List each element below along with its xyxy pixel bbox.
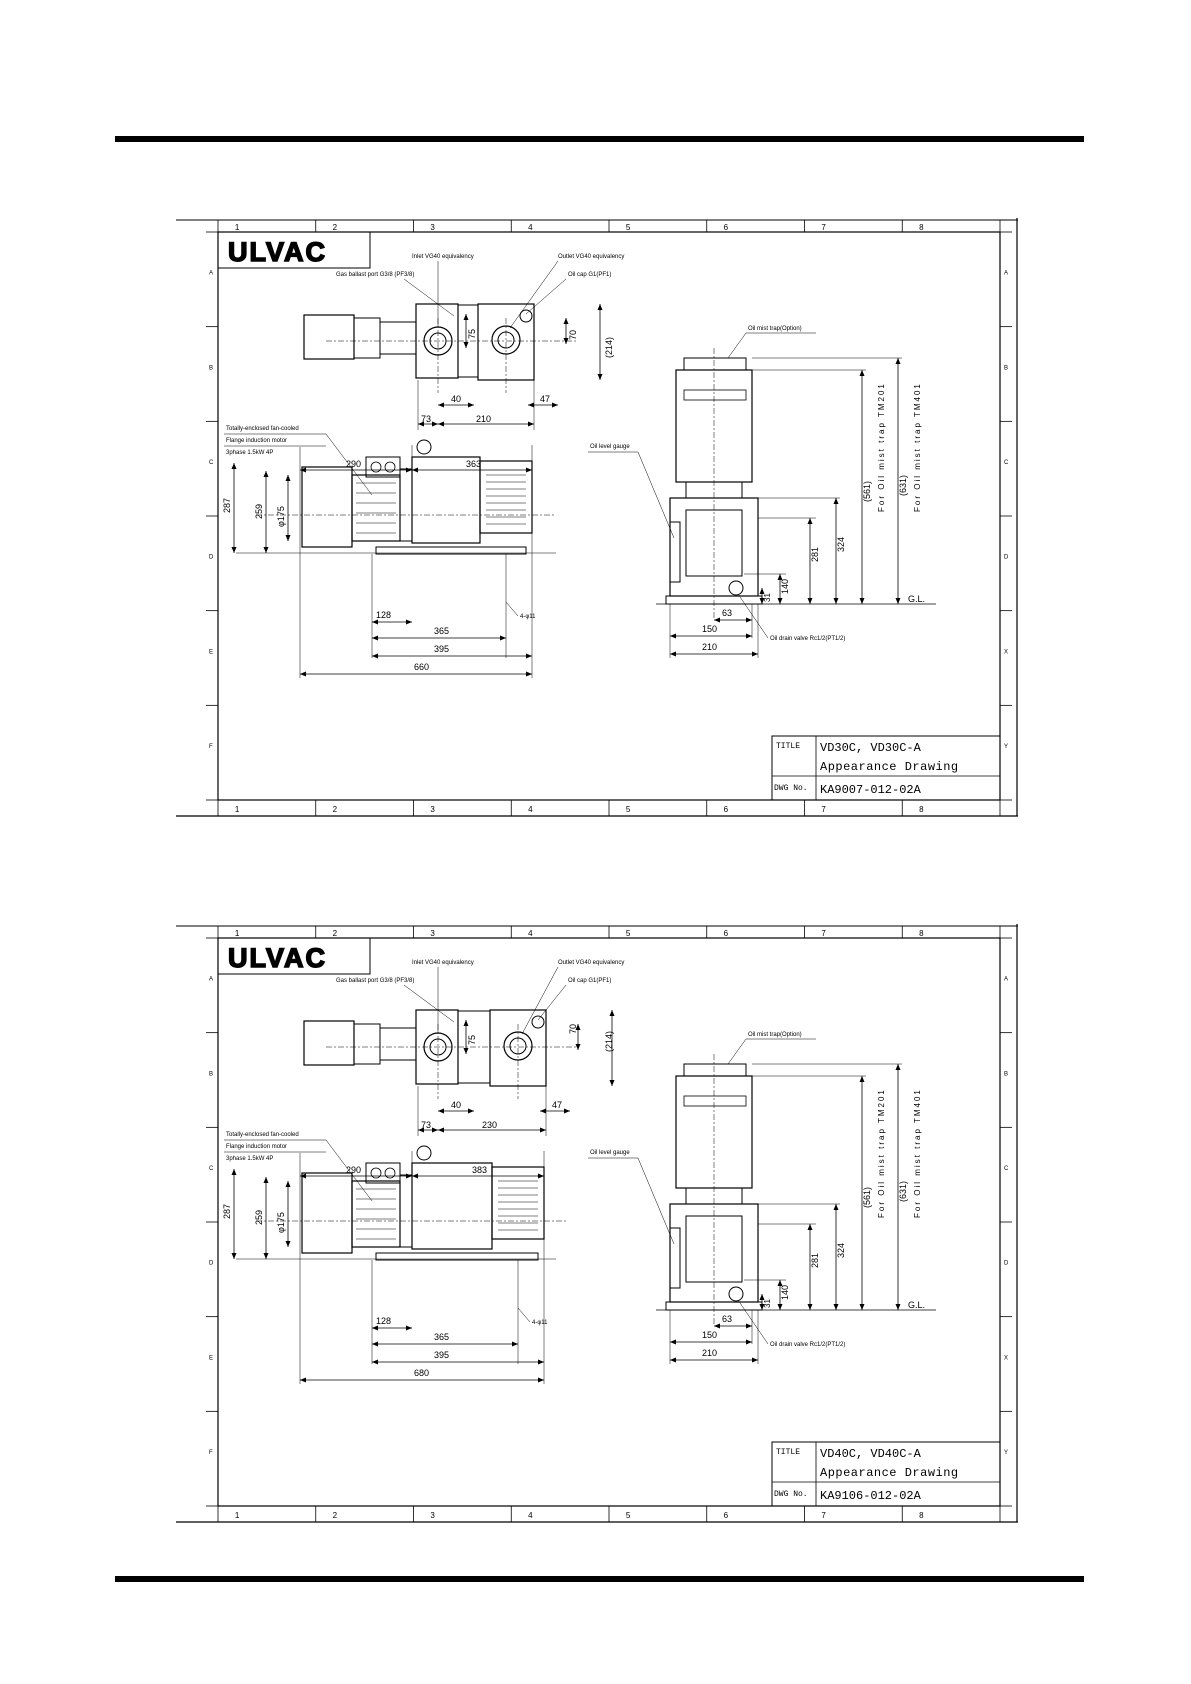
zone-row-label-left: B <box>209 365 214 372</box>
dim-63-label: 63 <box>722 1314 733 1324</box>
dim-150-arrow <box>746 1340 752 1345</box>
dim-214-arrow <box>598 374 603 380</box>
zone-col-label-top: 2 <box>332 223 338 232</box>
dim-hole-label: 4-φ11 <box>532 1320 548 1326</box>
dim-140-label: 140 <box>780 578 790 594</box>
zone-row-label-left: F <box>209 1449 213 1456</box>
dim-281-label: 281 <box>810 1252 820 1268</box>
dim-total-arrow <box>526 672 532 677</box>
dim-75-arrow <box>464 342 469 348</box>
lifting-eye <box>417 1146 431 1160</box>
dim-40-arrow <box>468 403 474 408</box>
zone-row-label-right: X <box>1004 649 1009 656</box>
dim-281-arrow <box>808 518 813 524</box>
dim-63-arrow <box>746 618 752 623</box>
drawing-svg <box>176 218 1018 818</box>
dim-561-arrow <box>860 370 865 376</box>
dim-47-label: 47 <box>540 394 551 404</box>
dim-side-210-arrow <box>670 652 676 657</box>
zone-col-label-bottom: 7 <box>821 1511 826 1520</box>
dim-214-label: (214) <box>604 1030 614 1052</box>
callout-gas-ballast: Gas ballast port G3/8 (PF3/8) <box>336 978 415 984</box>
dim-214-label: (214) <box>604 336 614 358</box>
dim-128-label: 128 <box>376 610 392 620</box>
dim-47-arrow <box>552 403 558 408</box>
dim-75-arrow <box>464 314 469 320</box>
dim-front-width-arrow <box>412 468 418 473</box>
callout-outlet: Outlet VG40 equivalency <box>558 960 625 966</box>
dim-287-label: 287 <box>222 1203 232 1219</box>
dim-631-label: (631) <box>898 1180 908 1202</box>
bottom-rule <box>115 1576 1084 1582</box>
dim-side-210-arrow <box>670 1358 676 1363</box>
dim-70-arrow <box>576 1044 581 1050</box>
dim-365-label: 365 <box>434 1332 450 1342</box>
top-motor-fan <box>304 315 354 359</box>
dim-63-arrow <box>714 618 720 623</box>
zone-row-label-left: F <box>209 743 213 750</box>
front-motor-body <box>352 475 400 541</box>
dim-31-label: 31 <box>763 1299 772 1308</box>
dim-631-arrow <box>896 1304 901 1310</box>
dim-561-arrow <box>860 1304 865 1310</box>
title-model: VD30C, VD30C-A <box>820 741 921 755</box>
callout-tm201: For Oil mist trap TM201 <box>877 1088 886 1218</box>
zone-row-label-right: A <box>1004 270 1009 277</box>
dim-210-label: 230 <box>482 1120 498 1130</box>
dim-281-arrow <box>808 598 813 604</box>
dim-395-arrow <box>538 1360 544 1365</box>
top-view <box>304 960 624 1136</box>
front-pump-end <box>492 1167 544 1239</box>
zone-row-label-right: A <box>1004 976 1009 983</box>
zone-col-label-top: 2 <box>332 929 338 938</box>
dwg-number: KA9106-012-02A <box>820 1489 921 1503</box>
dim-259-arrow <box>264 547 269 553</box>
top-motor-fan <box>304 1021 354 1065</box>
zone-row-label-left: B <box>209 1071 214 1078</box>
dwg-number: KA9007-012-02A <box>820 783 921 797</box>
dim-324-label: 324 <box>836 536 846 552</box>
dim-281-arrow <box>808 1304 813 1310</box>
dim-210-arrow <box>540 1128 546 1133</box>
zone-col-label-top: 5 <box>625 223 631 232</box>
leader <box>538 985 566 1020</box>
dim-395-arrow <box>372 654 378 659</box>
dim-259-arrow <box>264 1253 269 1259</box>
inner-frame <box>218 938 1000 1506</box>
zone-col-label-bottom: 6 <box>723 1511 729 1520</box>
callout-inlet: Inlet VG40 equivalency <box>412 254 474 260</box>
zone-col-label-bottom: 5 <box>625 805 631 814</box>
dim-214-arrow <box>598 304 603 310</box>
dim-total-arrow <box>300 672 306 677</box>
dim-75-label: 75 <box>467 1034 477 1045</box>
dim-40-arrow <box>438 1109 444 1114</box>
callout-tm201: For Oil mist trap TM201 <box>877 382 886 512</box>
zone-col-label-top: 5 <box>625 929 631 938</box>
dim-140-arrow <box>778 1304 783 1310</box>
dim-phi175-arrow <box>286 1241 291 1247</box>
oil-cap-top <box>532 1016 544 1028</box>
zone-col-label-top: 4 <box>528 929 533 938</box>
dim-290-arrow <box>300 1174 306 1179</box>
callout-motor-3: 3phase 1.5kW 4P <box>226 1156 274 1162</box>
zone-row-label-right: C <box>1004 459 1009 466</box>
dim-324-arrow <box>834 1304 839 1310</box>
callout-motor-3: 3phase 1.5kW 4P <box>226 450 274 456</box>
dim-70-label: 70 <box>568 1023 578 1034</box>
dim-40-arrow <box>438 403 444 408</box>
dim-63-label: 63 <box>722 608 733 618</box>
zone-col-label-top: 7 <box>821 929 826 938</box>
callout-oil-cap: Oil cap G1(PF1) <box>568 272 612 278</box>
callout-tm401: For Oil mist trap TM401 <box>913 1088 922 1218</box>
zone-col-label-bottom: 4 <box>528 805 533 814</box>
dim-70-label: 70 <box>568 329 578 340</box>
dim-front-width-arrow <box>412 1174 418 1179</box>
zone-col-label-bottom: 3 <box>430 805 435 814</box>
dim-395-arrow <box>372 1360 378 1365</box>
dim-75-arrow <box>464 1048 469 1054</box>
dim-287-arrow <box>232 547 237 553</box>
leader <box>638 1158 674 1244</box>
zone-col-label-top: 8 <box>919 929 924 938</box>
drawing-svg <box>176 924 1018 1524</box>
side-view <box>588 326 936 658</box>
dim-front-width-label: 363 <box>466 459 482 469</box>
dim-210-arrow <box>528 422 534 427</box>
zone-row-label-left: E <box>209 1355 214 1362</box>
callout-mist-trap: Oil mist trap(Option) <box>748 326 802 332</box>
dim-front-width-arrow <box>526 468 532 473</box>
dim-47-arrow <box>564 1109 570 1114</box>
leader <box>728 333 746 358</box>
dim-365-arrow <box>372 636 378 641</box>
dim-70-arrow <box>564 318 569 324</box>
callout-tm401: For Oil mist trap TM401 <box>913 382 922 512</box>
top-motor-body <box>354 318 380 358</box>
top-rule <box>115 136 1084 142</box>
dim-47-label: 47 <box>552 1100 563 1110</box>
mist-trap-band <box>684 1096 746 1106</box>
dim-324-arrow <box>834 498 839 504</box>
dim-395-arrow <box>526 654 532 659</box>
zone-col-label-top: 7 <box>821 223 826 232</box>
dim-287-arrow <box>232 463 237 469</box>
callout-inlet: Inlet VG40 equivalency <box>412 960 474 966</box>
dim-259-label: 259 <box>254 503 264 519</box>
callout-outlet: Outlet VG40 equivalency <box>558 254 625 260</box>
title-description: Appearance Drawing <box>820 760 959 774</box>
dim-259-label: 259 <box>254 1209 264 1225</box>
dim-150-arrow <box>670 634 676 639</box>
top-view <box>304 254 624 430</box>
dim-47-arrow <box>528 403 534 408</box>
dim-210-arrow <box>438 1128 444 1133</box>
mist-trap-band <box>684 390 746 400</box>
ulvac-logo: ULVAC <box>228 237 327 267</box>
side-view <box>588 1032 936 1364</box>
ground-level-label: G.L. <box>908 1300 926 1310</box>
zone-col-label-top: 4 <box>528 223 533 232</box>
dim-214-arrow <box>610 1010 615 1016</box>
zone-row-label-right: X <box>1004 1355 1009 1362</box>
zone-col-label-bottom: 3 <box>430 1511 435 1520</box>
zone-col-label-bottom: 1 <box>234 1511 240 1520</box>
dim-365-label: 365 <box>434 626 450 636</box>
dim-324-label: 324 <box>836 1242 846 1258</box>
callout-motor-2: Flange induction motor <box>226 1144 288 1150</box>
dim-214-arrow <box>610 1080 615 1086</box>
ulvac-logo: ULVAC <box>228 943 327 973</box>
callout-oil-drain: Oil drain valve Rc1/2(PT1/2) <box>770 636 846 642</box>
zone-col-label-top: 8 <box>919 223 924 232</box>
dim-128-arrow <box>372 620 378 625</box>
dim-210-arrow <box>438 422 444 427</box>
drawing-sheet-2 <box>176 924 1018 1524</box>
dim-287-label: 287 <box>222 497 232 513</box>
title-model: VD40C, VD40C-A <box>820 1447 921 1461</box>
dim-631-arrow <box>896 358 901 364</box>
oil-level-gauge <box>670 522 680 582</box>
dim-side-210-label: 210 <box>702 642 718 652</box>
dim-73-arrow <box>432 422 438 427</box>
dim-phi175-arrow <box>286 1181 291 1187</box>
dim-73-arrow <box>432 1128 438 1133</box>
zone-col-label-bottom: 6 <box>723 805 729 814</box>
terminal-knob <box>385 1168 395 1178</box>
dim-281-arrow <box>808 1224 813 1230</box>
callout-motor-1: Totally-enclosed fan-cooled <box>226 1132 299 1138</box>
dwg-label: DWG No. <box>774 784 808 793</box>
dim-128-arrow <box>406 620 412 625</box>
dim-259-arrow <box>264 471 269 477</box>
dim-281-label: 281 <box>810 546 820 562</box>
oil-drain-valve <box>729 1287 743 1301</box>
leader <box>404 985 454 1022</box>
callout-motor-1: Totally-enclosed fan-cooled <box>226 426 299 432</box>
mist-trap-cap <box>684 358 746 370</box>
top-coupling <box>380 1028 416 1060</box>
zone-col-label-top: 3 <box>430 929 435 938</box>
dim-561-label: (561) <box>862 1186 872 1208</box>
dim-287-arrow <box>232 1169 237 1175</box>
dim-total-arrow <box>538 1378 544 1383</box>
zone-row-label-left: A <box>209 270 214 277</box>
dim-365-arrow <box>372 1342 378 1347</box>
dim-150-arrow <box>670 1340 676 1345</box>
zone-row-label-right: B <box>1004 1071 1009 1078</box>
zone-col-label-bottom: 8 <box>919 805 924 814</box>
zone-col-label-top: 1 <box>234 929 240 938</box>
dim-365-arrow <box>512 1342 518 1347</box>
leader <box>518 1308 530 1322</box>
ground-level-label: G.L. <box>908 594 926 604</box>
zone-col-label-top: 6 <box>723 929 729 938</box>
dim-phi175-label: φ175 <box>276 1212 286 1233</box>
zone-col-label-top: 6 <box>723 223 729 232</box>
zone-col-label-bottom: 1 <box>234 805 240 814</box>
zone-row-label-right: Y <box>1004 1449 1009 1456</box>
dim-290-label: 290 <box>346 459 362 469</box>
terminal-knob <box>371 1168 381 1178</box>
front-motor-fan <box>302 1173 352 1253</box>
dim-phi175-arrow <box>286 535 291 541</box>
zone-row-label-right: Y <box>1004 743 1009 750</box>
mist-trap-cap <box>684 1064 746 1076</box>
callout-oil-cap: Oil cap G1(PF1) <box>568 978 612 984</box>
dim-front-width-arrow <box>538 1174 544 1179</box>
callout-oil-drain: Oil drain valve Rc1/2(PT1/2) <box>770 1342 846 1348</box>
dim-75-label: 75 <box>467 328 477 339</box>
zone-col-label-bottom: 8 <box>919 1511 924 1520</box>
dim-128-arrow <box>372 1326 378 1331</box>
dim-395-label: 395 <box>434 1350 450 1360</box>
callout-motor-2: Flange induction motor <box>226 438 288 444</box>
dim-front-width-label: 383 <box>472 1165 488 1175</box>
callout-gas-ballast: Gas ballast port G3/8 (PF3/8) <box>336 272 415 278</box>
dim-63-arrow <box>746 1324 752 1329</box>
dim-290-arrow <box>406 468 412 473</box>
callout-oil-level: Oil level gauge <box>590 444 630 450</box>
dim-561-arrow <box>860 1076 865 1082</box>
front-motor-fan <box>302 467 352 547</box>
leader <box>526 279 566 314</box>
zone-col-label-bottom: 2 <box>332 1511 338 1520</box>
dim-140-label: 140 <box>780 1284 790 1300</box>
zone-col-label-bottom: 2 <box>332 805 338 814</box>
dim-total-label: 680 <box>414 1368 430 1378</box>
zone-row-label-left: D <box>209 1260 214 1267</box>
front-pump-end <box>480 461 532 533</box>
dim-128-label: 128 <box>376 1316 392 1326</box>
zone-col-label-top: 1 <box>234 223 240 232</box>
dim-290-arrow <box>406 1174 412 1179</box>
front-view <box>222 426 556 678</box>
dim-side-210-arrow <box>752 652 758 657</box>
dim-40-label: 40 <box>451 394 462 404</box>
dim-40-label: 40 <box>451 1100 462 1110</box>
dim-290-label: 290 <box>346 1165 362 1175</box>
drawing-sheet-1 <box>176 218 1018 818</box>
leader <box>506 602 518 616</box>
dim-73-label: 73 <box>421 1120 432 1130</box>
dim-75-arrow <box>464 1020 469 1026</box>
dim-561-arrow <box>860 598 865 604</box>
zone-row-label-left: C <box>209 459 214 466</box>
front-flange <box>400 469 412 541</box>
zone-row-label-right: D <box>1004 554 1009 561</box>
leader <box>404 279 454 316</box>
inner-frame <box>218 232 1000 800</box>
dim-290-arrow <box>300 468 306 473</box>
leader <box>326 1140 372 1201</box>
dim-31-label: 31 <box>763 593 772 602</box>
front-flange <box>400 1175 412 1247</box>
dim-561-label: (561) <box>862 480 872 502</box>
zone-col-label-bottom: 4 <box>528 1511 533 1520</box>
dim-210-label: 210 <box>476 414 492 424</box>
zone-row-label-left: E <box>209 649 214 656</box>
title-label: TITLE <box>776 742 801 751</box>
leader <box>728 1039 746 1064</box>
dwg-label: DWG No. <box>774 1490 808 1499</box>
dim-40-arrow <box>468 1109 474 1114</box>
zone-col-label-top: 3 <box>430 223 435 232</box>
lifting-eye <box>417 440 431 454</box>
dim-phi175-arrow <box>286 475 291 481</box>
terminal-knob <box>371 462 381 472</box>
top-coupling <box>380 322 416 354</box>
dim-631-arrow <box>896 1064 901 1070</box>
dim-side-210-label: 210 <box>702 1348 718 1358</box>
oil-level-gauge <box>670 1228 680 1288</box>
dim-150-label: 150 <box>702 624 718 634</box>
leader <box>326 434 372 495</box>
callout-mist-trap: Oil mist trap(Option) <box>748 1032 802 1038</box>
zone-row-label-left: C <box>209 1165 214 1172</box>
dim-287-arrow <box>232 1253 237 1259</box>
dim-631-label: (631) <box>898 474 908 496</box>
callout-oil-level: Oil level gauge <box>590 1150 630 1156</box>
zone-row-label-right: B <box>1004 365 1009 372</box>
top-motor-body <box>354 1024 380 1064</box>
dim-total-label: 660 <box>414 662 430 672</box>
zone-row-label-right: D <box>1004 1260 1009 1267</box>
dim-259-arrow <box>264 1177 269 1183</box>
dim-128-arrow <box>406 1326 412 1331</box>
dim-140-arrow <box>778 598 783 604</box>
dim-phi175-label: φ175 <box>276 506 286 527</box>
zone-col-label-bottom: 5 <box>625 1511 631 1520</box>
title-label: TITLE <box>776 1448 801 1457</box>
zone-row-label-left: D <box>209 554 214 561</box>
dim-631-arrow <box>896 598 901 604</box>
dim-side-210-arrow <box>752 1358 758 1363</box>
dim-73-label: 73 <box>421 414 432 424</box>
front-motor-body <box>352 1181 400 1247</box>
zone-row-label-left: A <box>209 976 214 983</box>
front-view <box>222 1132 568 1384</box>
terminal-knob <box>385 462 395 472</box>
leader <box>522 967 558 1034</box>
dim-hole-label: 4-φ11 <box>520 614 536 620</box>
dim-63-arrow <box>714 1324 720 1329</box>
dim-total-arrow <box>300 1378 306 1383</box>
zone-col-label-bottom: 7 <box>821 805 826 814</box>
dim-324-arrow <box>834 598 839 604</box>
dim-324-arrow <box>834 1204 839 1210</box>
dim-47-arrow <box>540 1109 546 1114</box>
dim-150-arrow <box>746 634 752 639</box>
dim-395-label: 395 <box>434 644 450 654</box>
oil-drain-valve <box>729 581 743 595</box>
zone-row-label-right: C <box>1004 1165 1009 1172</box>
dim-365-arrow <box>500 636 506 641</box>
dim-150-label: 150 <box>702 1330 718 1340</box>
leader <box>638 452 674 538</box>
title-description: Appearance Drawing <box>820 1466 959 1480</box>
